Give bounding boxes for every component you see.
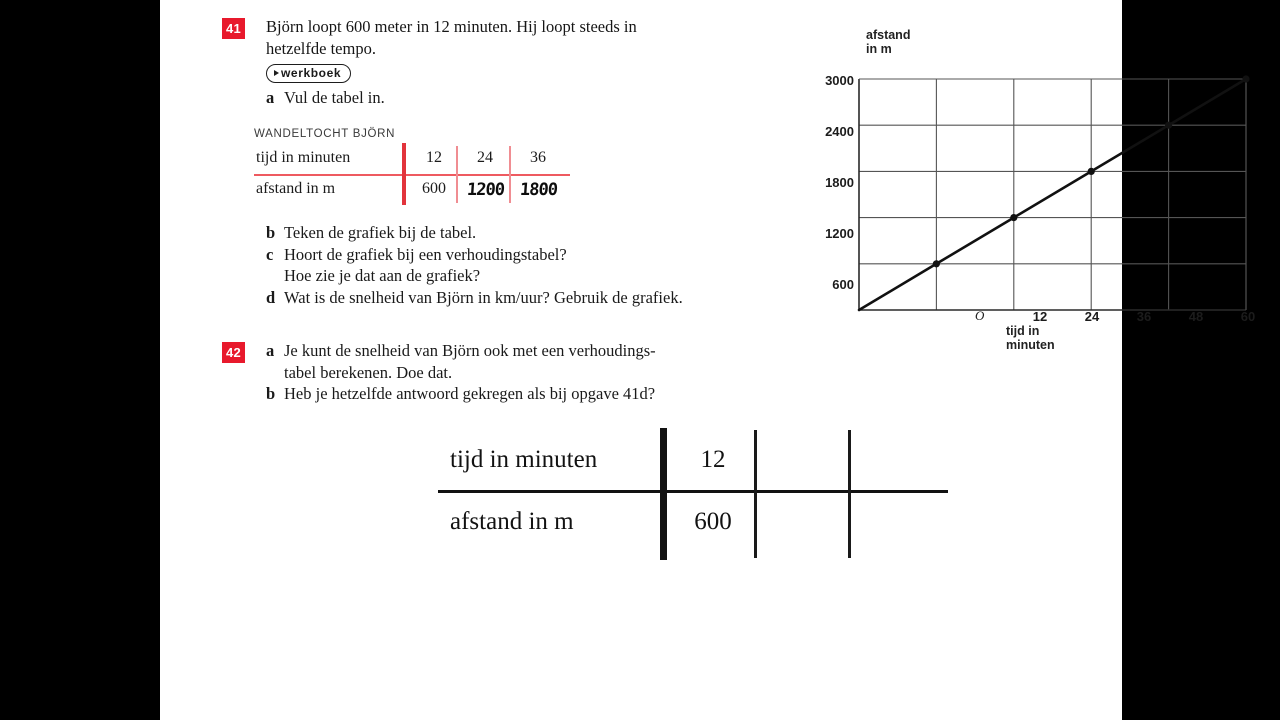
item-text-d: Wat is de snelheid van Björn in km/uur? Gebruik de grafiek. [284, 287, 683, 307]
y-tick-2400: 2400 [825, 124, 854, 139]
lower-table-horizontal-rule [438, 490, 948, 493]
item-letter-a: a [266, 88, 275, 107]
distance-cell-1: 600 [422, 180, 446, 197]
ratio-table-caption: WANDELTOCHT BJÖRN [254, 128, 396, 140]
exercise-42-item-a [266, 340, 842, 362]
lower-row-label-time: tijd in minuten [450, 446, 598, 473]
graph-y-axis-label: afstand in m [866, 28, 911, 56]
exercise-41-item-a [266, 87, 842, 109]
item-text-a: Vul de tabel in. [284, 88, 385, 107]
exercise-41-item-c [266, 244, 842, 266]
item-text-b: Teken de grafiek bij de tabel. [284, 223, 477, 242]
time-cell-1: 12 [426, 149, 442, 166]
textbook-page [160, 0, 1256, 720]
ratio-table-grid [254, 143, 570, 205]
exercise-41-items-bcd [222, 222, 842, 308]
lower-table-vertical-rule-1 [754, 430, 757, 558]
item-text-c-line-2: Hoe zie je dat aan de grafiek? [284, 266, 481, 285]
distance-cell-3 [513, 180, 563, 200]
time-cell-3: 36 [530, 149, 546, 166]
lower-table-vertical-rule-2 [848, 430, 851, 558]
exercise-41-item-b [266, 222, 842, 244]
exercise-number-badge-41: 41 [222, 18, 245, 39]
x-tick-36: 36 [1136, 309, 1152, 324]
exercise-41-intro-line-2: hetzelfde tempo. [266, 38, 376, 58]
ratio-table-42 [438, 428, 948, 560]
item-letter-b-42: b [266, 384, 276, 403]
exercise-number-badge-42: 42 [222, 342, 245, 363]
item-letter-b: b [266, 223, 276, 242]
item-text-a-42-line-2: tabel berekenen. Doe dat. [284, 362, 453, 382]
item-text-a-42: Je kunt de snelheid van Björn ook met een verhoudings- [284, 341, 656, 360]
item-text-b-42: Heb je hetzelfde antwoord gekregen als bij opgave 41d? [284, 384, 656, 403]
lower-table-main-vertical-rule [660, 428, 667, 560]
y-tick-3000: 3000 [825, 73, 854, 88]
item-letter-c: c [266, 244, 274, 264]
exercise-42-item-b [266, 383, 842, 405]
item-letter-d: d [266, 287, 276, 307]
handwritten-answer-1200: 1200 [465, 180, 505, 200]
distance-cell-2 [460, 180, 510, 200]
row-label-distance: afstand in m [256, 180, 336, 197]
werkboek-pill-label: werkboek [281, 66, 342, 80]
exercise-42 [222, 340, 842, 405]
play-triangle-icon [274, 70, 279, 76]
graph-x-axis-label: tijd in minuten [1006, 324, 1055, 352]
y-tick-1200: 1200 [825, 226, 854, 241]
table-main-vertical-rule [402, 143, 406, 205]
lower-time-cell-1: 12 [700, 446, 726, 473]
table-horizontal-rule [254, 174, 570, 176]
x-tick-60: 60 [1240, 309, 1256, 324]
graph-plot-area [808, 28, 1268, 328]
time-cell-2: 24 [477, 149, 493, 166]
graph-origin-label: O [975, 308, 985, 323]
y-tick-600: 600 [832, 277, 854, 292]
graph-line-series [859, 79, 1246, 310]
werkboek-pill[interactable] [266, 64, 351, 83]
row-label-time: tijd in minuten [256, 149, 351, 166]
x-tick-12: 12 [1032, 309, 1048, 324]
exercise-41-intro-line-1: Björn loopt 600 meter in 12 minuten. Hij loopt steeds in [266, 17, 637, 36]
handwritten-answer-1800: 1800 [518, 180, 558, 200]
x-tick-24: 24 [1084, 309, 1100, 324]
y-tick-1800: 1800 [825, 175, 854, 190]
exercise-41 [222, 16, 842, 109]
item-text-c: Hoort de grafiek bij een verhoudingstabel? [284, 244, 567, 264]
x-tick-48: 48 [1188, 309, 1204, 324]
ratio-table-41a [254, 128, 574, 205]
exercise-41-item-d [266, 287, 842, 309]
item-letter-a-42: a [266, 341, 275, 360]
letterbox-left [0, 0, 160, 720]
lower-row-label-distance: afstand in m [450, 508, 574, 535]
lower-distance-cell-1: 600 [694, 508, 732, 535]
